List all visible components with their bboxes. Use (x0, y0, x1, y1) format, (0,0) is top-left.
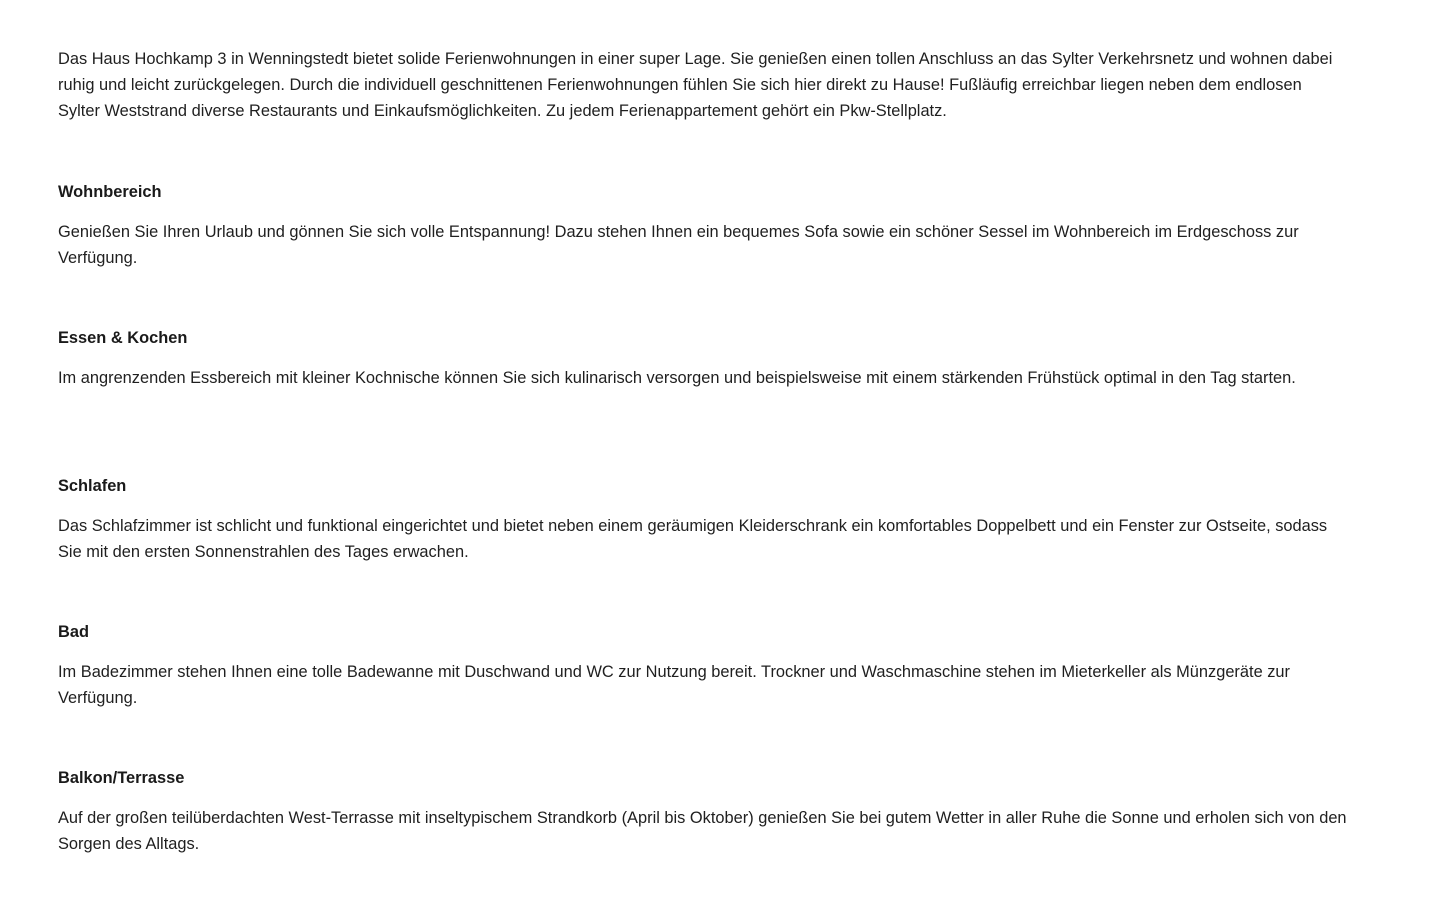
section-heading: Balkon/Terrasse (58, 769, 185, 787)
section-bad (58, 619, 1348, 711)
section-text: Im Badezimmer stehen Ihnen eine tolle Badewanne mit Duschwand und WC zur Nutzung bereit. Trockner und Waschmaschine stehen im Mieterkeller als Münzgeräte zur Verfügung. (58, 663, 1291, 707)
section-essen-kochen (58, 325, 1348, 391)
section-balkon-terrasse (58, 765, 1348, 857)
section-heading: Schlafen (58, 477, 127, 495)
section-text: Genießen Sie Ihren Urlaub und gönnen Sie sich volle Entspannung! Dazu stehen Ihnen ein bequemes Sofa sowie ein schöner Sessel im Wohnbereich im Erdgeschoss zur Verfügung. (58, 223, 1299, 267)
section-schlafen (58, 473, 1348, 565)
section-text: Das Schlafzimmer ist schlicht und funktional eingerichtet und bietet neben einem geräumigen Kleiderschrank ein komfortables Doppelbett und ein Fenster zur Ostseite, sodass Sie mit den ersten Sonnenstrahlen des Tages erwachen. (58, 517, 1328, 561)
intro-paragraph: Das Haus Hochkamp 3 in Wenningstedt bietet solide Ferienwohnungen in einer super Lage. Sie genießen einen tollen Anschluss an das Sylter Verkehrsnetz und wohnen dabei ruhig und leicht zurückgelegen. Durch die individuell geschnittenen Ferienwohnungen fühlen Sie sich hier direkt zu Hause! Fußläufig erreichbar liegen neben dem endlosen Sylter Weststrand diverse Restaurants und Einkaufsmöglichkeiten. Zu jedem Ferienappartement gehört ein Pkw-Stellplatz. (58, 50, 1333, 120)
section-text: Auf der großen teilüberdachten West-Terrasse mit inseltypischem Strandkorb (April bis Oktober) genießen Sie bei gutem Wetter in aller Ruhe die Sonne und erholen sich von den Sorgen des Alltags. (58, 809, 1347, 853)
section-text: Im angrenzenden Essbereich mit kleiner Kochnische können Sie sich kulinarisch versorgen und beispielsweise mit einem stärkenden Frühstück optimal in den Tag starten. (58, 369, 1296, 387)
section-wohnbereich (58, 179, 1348, 271)
section-heading: Essen & Kochen (58, 329, 188, 347)
section-heading: Bad (58, 623, 89, 641)
section-heading: Wohnbereich (58, 183, 162, 201)
